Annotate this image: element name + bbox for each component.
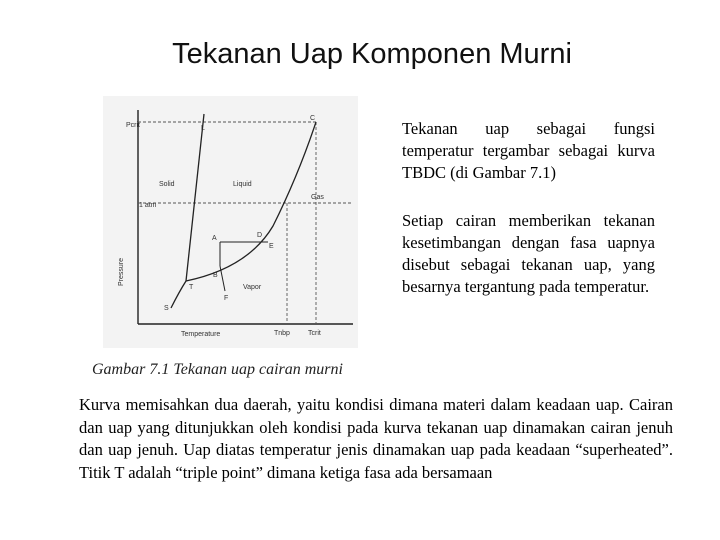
vapor-region-label: Vapor	[243, 284, 262, 291]
x-axis-label: Temperature	[181, 331, 221, 338]
sublimation-curve	[171, 281, 186, 308]
y-axis-label: Pressure	[118, 257, 125, 286]
side-paragraph-1: Tekanan uap sebagai fungsi temperatur tergambar sebagai kurva TBDC (di Gambar 7.1)	[402, 119, 655, 182]
point-e-label: E	[269, 243, 274, 250]
figure-caption: Gambar 7.1 Tekanan uap cairan murni	[92, 361, 343, 378]
vapor-pressure-curve	[186, 122, 316, 281]
point-s-label: S	[164, 305, 169, 312]
point-c-label: C	[310, 115, 316, 122]
p-crit-label: Pcrit	[126, 122, 140, 129]
point-b-label: B	[213, 272, 218, 279]
gas-region-label: Gas	[311, 194, 324, 201]
solid-region-label: Solid	[159, 181, 175, 188]
fusion-curve	[186, 114, 204, 281]
point-f-label: F	[224, 295, 229, 302]
point-d-label: D	[257, 232, 263, 239]
liquid-region-label: Liquid	[233, 181, 252, 188]
page-title: Tekanan Uap Komponen Murni	[172, 38, 572, 70]
t-crit-label: Tcrit	[308, 330, 321, 337]
phase-diagram	[103, 96, 358, 348]
t-nbp-label: Tnbp	[274, 330, 290, 337]
phase-diagram-figure	[103, 96, 358, 348]
point-l-label: L	[201, 125, 205, 132]
one-atm-label: 1 atm	[139, 202, 157, 209]
side-paragraph-2: Setiap cairan memberikan tekanan kesetimbangan dengan fasa uapnya disebut sebagai tekanan uap, yang besarnya tergantung pada temperatur.	[402, 211, 655, 296]
point-t-label: T	[189, 284, 194, 291]
point-a-label: A	[212, 235, 217, 242]
body-paragraph: Kurva memisahkan dua daerah, yaitu kondisi dimana materi dalam keadaan uap. Cairan dan uap yang ditunjukkan oleh kondisi pada kurva tekanan uap dinamakan cairan jenuh dan uap jenuh. Uap diatas temperatur jenis dinamakan uap pada keadaan “superheated”. Titik T adalah “triple point” dimana ketiga fasa ada bersamaan	[79, 395, 673, 482]
